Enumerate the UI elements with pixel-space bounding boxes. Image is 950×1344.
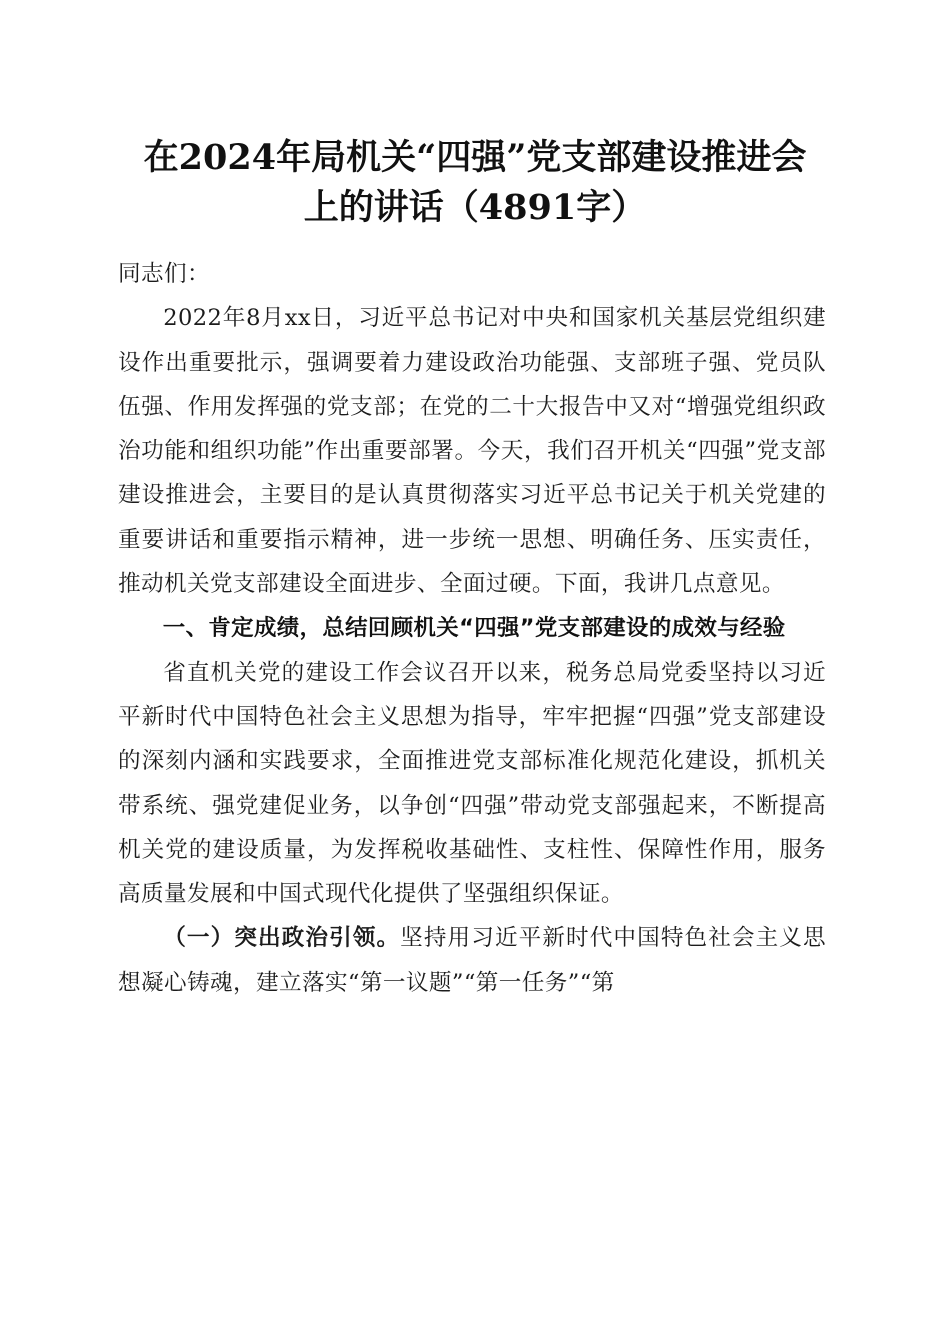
subsection-1-heading: （一）突出政治引领。: [163, 925, 401, 952]
document-title: [100, 133, 850, 233]
document-body: [118, 252, 826, 1005]
subsection-1-paragraph: [118, 916, 826, 1005]
intro-paragraph: 2022年8月xx日，习近平总书记对中央和国家机关基层党组织建设作出重要批示，强调要着力建设政治功能强、支部班子强、党员队伍强、作用发挥强的党支部；在党的二十大报告中又对“增强党组织政治功能和组织功能”作出重要部署。今天，我们召开机关“四强”党支部建设推进会，主要目的是认真贯彻落实习近平总书记关于机关党建的重要讲话和重要指示精神，进一步统一思想、明确任务、压实责任，推动机关党支部建设全面进步、全面过硬。下面，我讲几点意见。: [118, 305, 826, 598]
salutation: 同志们：: [118, 261, 210, 287]
section-1-paragraph: 省直机关党的建设工作会议召开以来，税务总局党委坚持以习近平新时代中国特色社会主义思想为指导，牢牢把握“四强”党支部建设的深刻内涵和实践要求，全面推进党支部标准化规范化建设，抓机关带系统、强党建促业务，以争创“四强”带动党支部强起来，不断提高机关党的建设质量，为发挥税收基础性、支柱性、保障性作用，服务高质量发展和中国式现代化提供了坚强组织保证。: [118, 659, 826, 908]
section-1-heading: 一、肯定成绩，总结回顾机关“四强”党支部建设的成效与经验: [162, 615, 786, 642]
subsection-1-text: 坚持用习近平新时代中国特色社会主义思想凝心铸魂，建立落实“第一议题”“第一任务”“第: [118, 925, 826, 996]
title-line-1: 在2024年局机关“四强”党支部建设推进会: [143, 137, 807, 178]
title-line-2: 上的讲话（4891字）: [303, 187, 647, 228]
